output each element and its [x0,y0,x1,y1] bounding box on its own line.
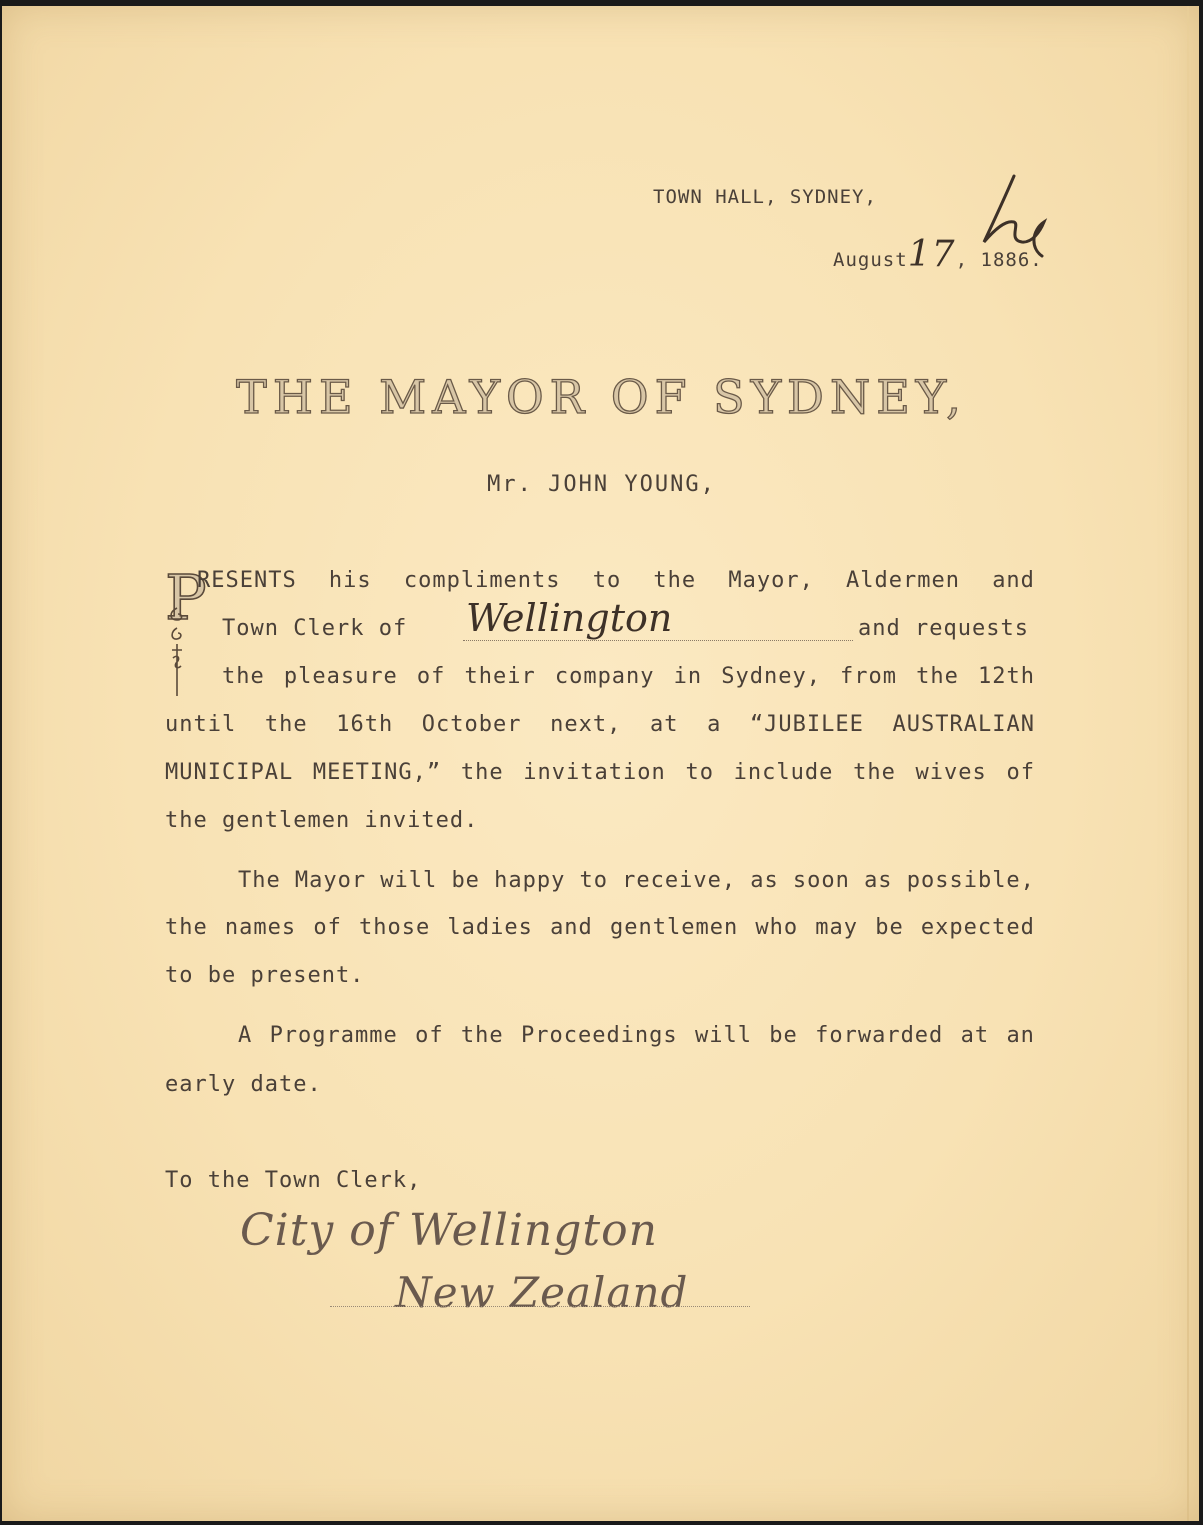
ornament-icon [166,606,188,703]
paragraph-2-line-1: The Mayor will be happy to receive, as soon as possible, [238,868,1035,893]
paragraph-1-line-2-start: Town Clerk of [222,616,408,641]
paragraph-1-line-5: MUNICIPAL MEETING,” the invitation to include the wives of [165,760,1035,785]
date-month: August [833,249,908,271]
handwritten-address-line-1: City of Wellington [240,1205,658,1256]
paragraph-1-line-3: the pleasure of their company in Sydney, from the 12th [222,664,1035,689]
letter-subtitle: Mr. JOHN YOUNG, [487,472,716,497]
paragraph-1-line-2-end: and requests [858,616,1029,641]
date-day-handwritten: 17 [907,234,956,275]
date-year: , 1886. [955,249,1043,271]
address-dotted-line [330,1306,750,1307]
paragraph-2-line-3: to be present. [165,963,365,988]
letter-title: THE MAYOR OF SYDNEY, [236,370,967,424]
handwritten-town-name: Wellington [466,596,673,640]
paragraph-1-line-1: RESENTS his compliments to the Mayor, Aldermen and [197,568,1035,593]
salutation: To the Town Clerk, [165,1168,422,1193]
paragraph-1-line-4: until the 16th October next, at a “JUBILEE AUSTRALIAN [165,712,1035,737]
paper-fold [1187,6,1189,1521]
handwritten-address-line-2: New Zealand [395,1268,689,1317]
paragraph-3-line-2: early date. [165,1072,322,1097]
handwritten-mark [962,170,1052,270]
fill-in-dotted-line [463,640,853,641]
paragraph-1-line-6: the gentlemen invited. [165,808,479,833]
drop-cap: P [165,561,207,634]
paragraph-3-line-1: A Programme of the Proceedings will be forwarded at an [238,1023,1035,1048]
letter-place: TOWN HALL, SYDNEY, [653,186,877,208]
paragraph-2-line-2: the names of those ladies and gentlemen who may be expected [165,915,1035,940]
